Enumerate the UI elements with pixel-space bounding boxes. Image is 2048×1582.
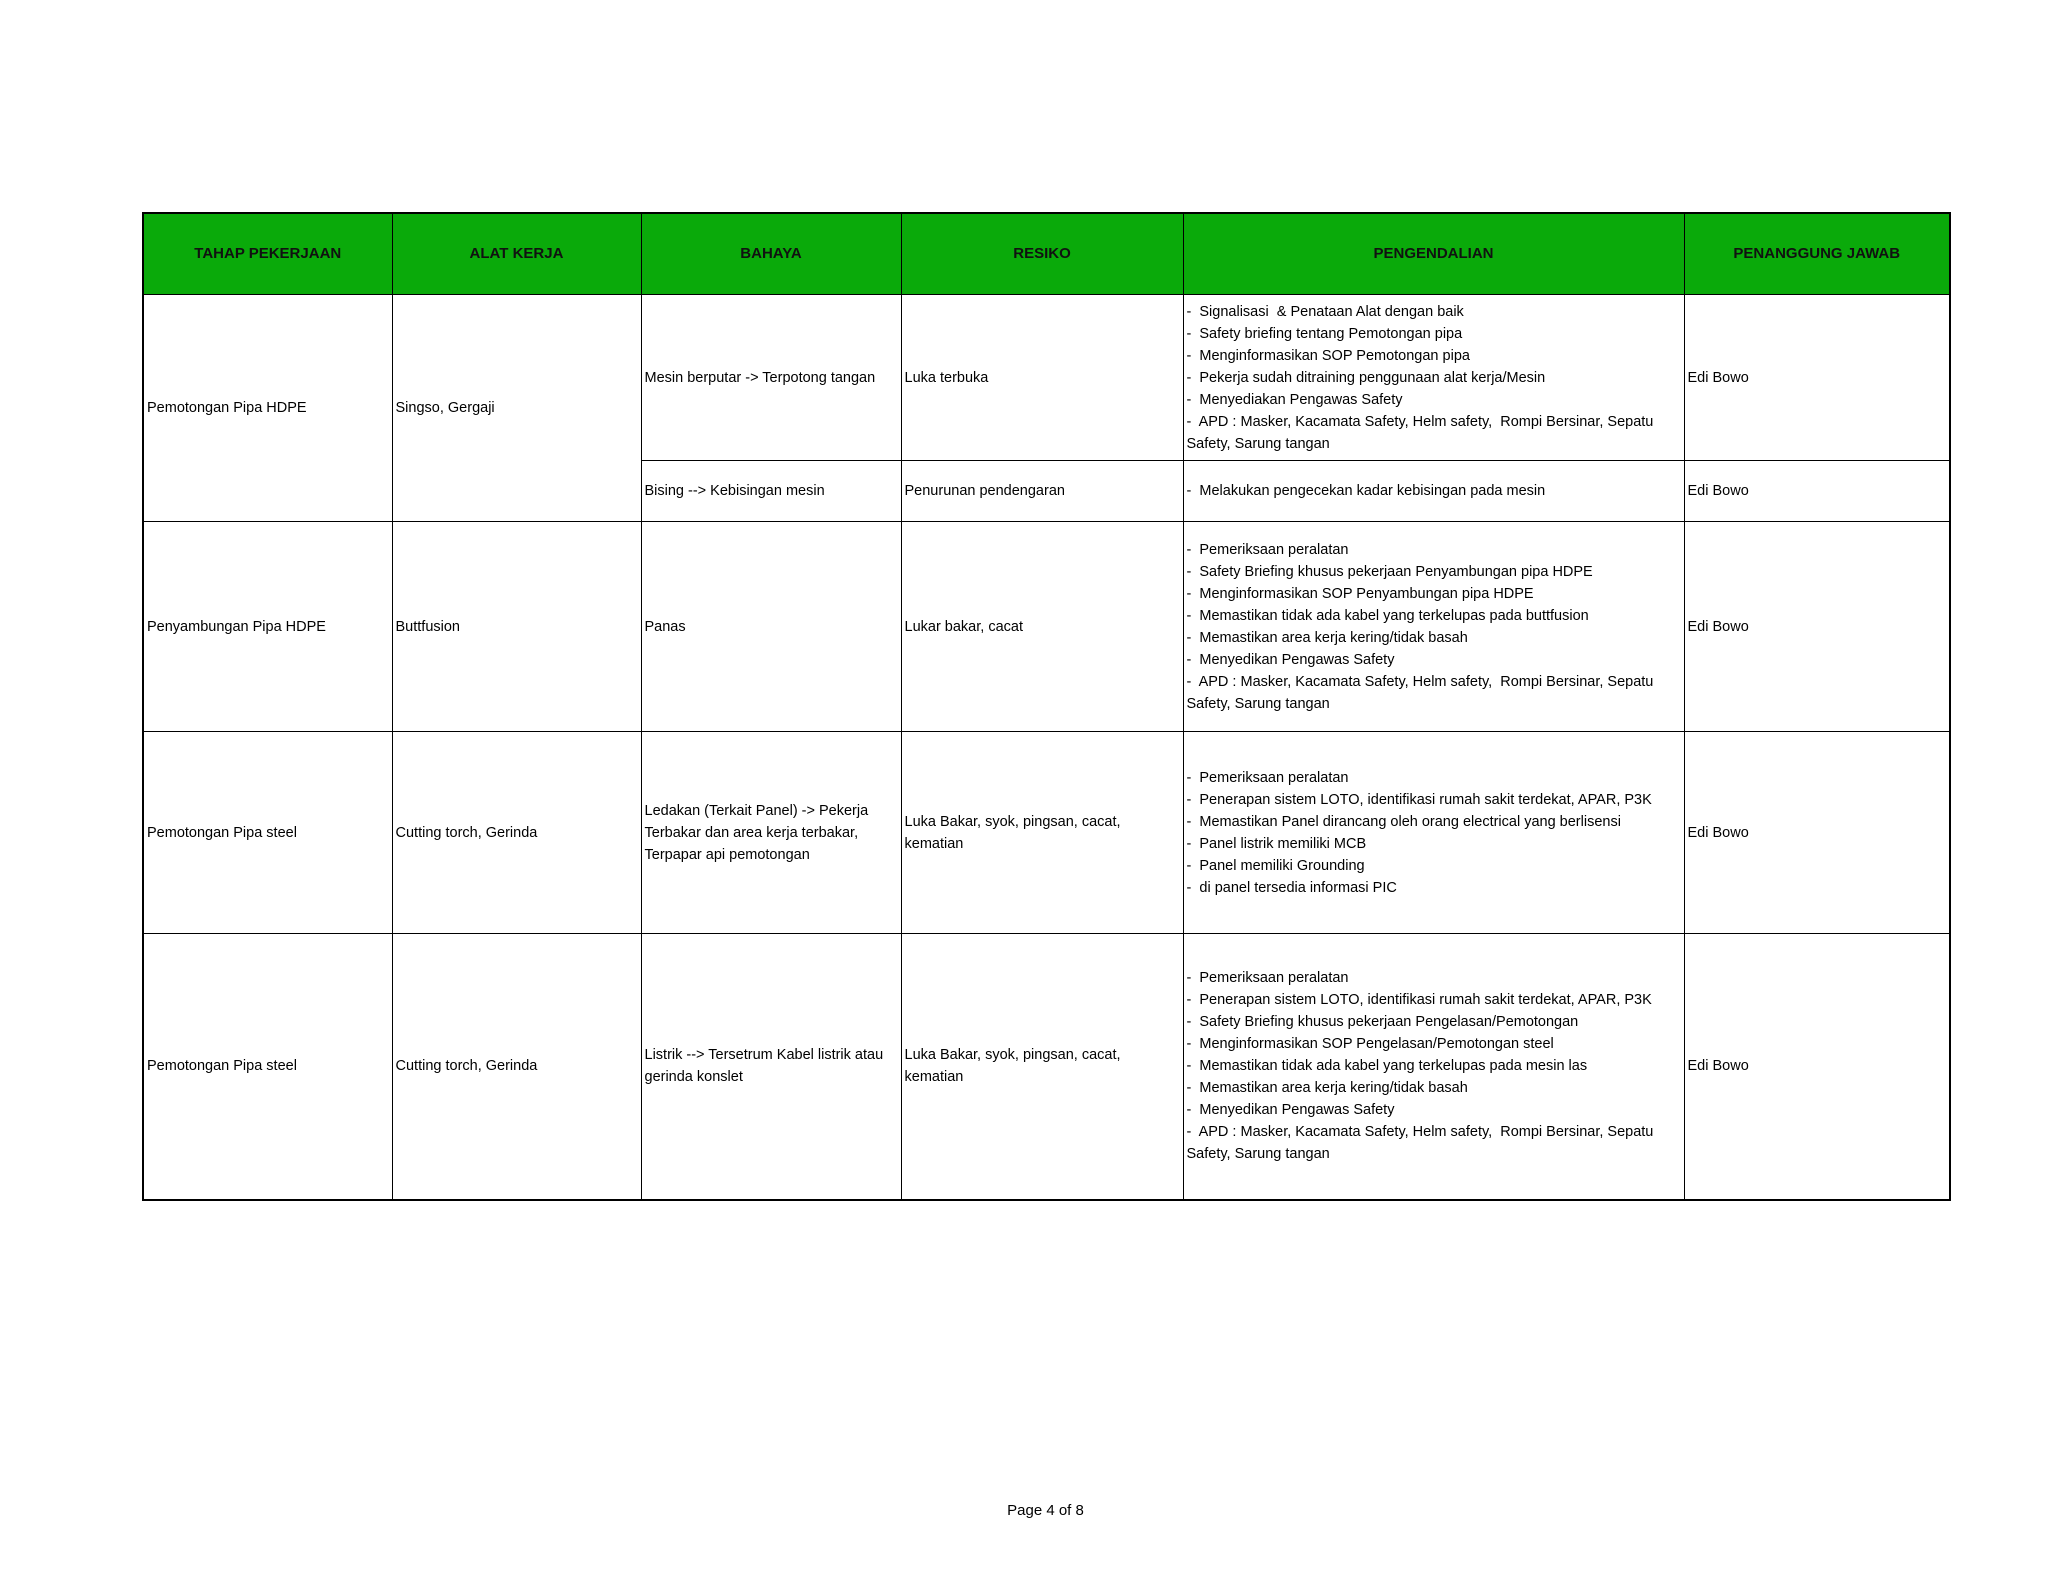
table-row — [143, 295, 1950, 461]
control-list — [1187, 480, 1681, 502]
cell-bahaya: Panas — [641, 522, 901, 732]
control-item: - Pemeriksaan peralatan — [1186, 769, 1349, 786]
table-row — [143, 934, 1950, 1200]
control-item: - Menginformasikan SOP Pengelasan/Pemotongan steel — [1186, 1036, 1554, 1053]
control-list — [1187, 967, 1681, 1165]
control-item: - APD : Masker, Kacamata Safety, Helm safety, Rompi Bersinar, Sepatu Safety, Sarung tangan — [1186, 413, 1658, 452]
control-item: - di panel tersedia informasi PIC — [1186, 879, 1397, 896]
cell-bahaya: Ledakan (Terkait Panel) -> Pekerja Terbakar dan area kerja terbakar, Terpapar api pemotongan — [641, 732, 901, 934]
control-item: - Panel memiliki Grounding — [1186, 857, 1365, 874]
cell-bahaya: Bising --> Kebisingan mesin — [641, 461, 901, 522]
control-item: - Safety Briefing khusus pekerjaan Pengelasan/Pemotongan — [1186, 1014, 1579, 1031]
control-item: - Memastikan tidak ada kabel yang terkelupas pada buttfusion — [1186, 607, 1589, 624]
cell-pengendalian — [1183, 461, 1684, 522]
control-item: - Menyedikan Pengawas Safety — [1186, 651, 1395, 668]
control-item: - Menginformasikan SOP Pemotongan pipa — [1186, 347, 1470, 364]
control-list — [1187, 767, 1681, 899]
control-item: - APD : Masker, Kacamata Safety, Helm safety, Rompi Bersinar, Sepatu Safety, Sarung tangan — [1186, 673, 1658, 712]
control-item: - Pemeriksaan peralatan — [1186, 541, 1349, 558]
cell-tahap: Pemotongan Pipa steel — [143, 934, 392, 1200]
header-tahap-pekerjaan: TAHAP PEKERJAAN — [143, 213, 392, 295]
cell-pengendalian — [1183, 295, 1684, 461]
cell-pengendalian — [1183, 732, 1684, 934]
control-item: - Menyedikan Pengawas Safety — [1186, 1102, 1395, 1119]
cell-alat: Cutting torch, Gerinda — [392, 934, 641, 1200]
cell-alat: Singso, Gergaji — [392, 295, 641, 522]
control-item: - Safety briefing tentang Pemotongan pipa — [1186, 325, 1463, 342]
header-pengendalian: PENGENDALIAN — [1183, 213, 1684, 295]
control-item: - Menyediakan Pengawas Safety — [1186, 391, 1403, 408]
cell-tahap: Penyambungan Pipa HDPE — [143, 522, 392, 732]
control-item: - Memastikan tidak ada kabel yang terkelupas pada mesin las — [1186, 1058, 1588, 1075]
control-item: - APD : Masker, Kacamata Safety, Helm safety, Rompi Bersinar, Sepatu Safety, Sarung tangan — [1186, 1124, 1658, 1163]
table-row — [143, 522, 1950, 732]
control-item: - Melakukan pengecekan kadar kebisingan pada mesin — [1186, 483, 1546, 499]
control-item: - Safety Briefing khusus pekerjaan Penyambungan pipa HDPE — [1186, 563, 1593, 580]
control-item: - Pekerja sudah ditraining penggunaan alat kerja/Mesin — [1186, 369, 1546, 386]
control-list — [1187, 301, 1681, 455]
cell-bahaya: Mesin berputar -> Terpotong tangan — [641, 295, 901, 461]
header-resiko: RESIKO — [901, 213, 1183, 295]
cell-alat: Buttfusion — [392, 522, 641, 732]
control-item: - Penerapan sistem LOTO, identifikasi rumah sakit terdekat, APAR, P3K — [1186, 791, 1652, 808]
cell-pengendalian — [1183, 522, 1684, 732]
cell-alat: Cutting torch, Gerinda — [392, 732, 641, 934]
cell-resiko: Lukar bakar, cacat — [901, 522, 1183, 732]
cell-resiko: Luka Bakar, syok, pingsan, cacat, kematian — [901, 732, 1183, 934]
control-item: - Signalisasi & Penataan Alat dengan baik — [1186, 303, 1464, 320]
cell-penanggung-jawab: Edi Bowo — [1684, 461, 1950, 522]
cell-tahap: Pemotongan Pipa HDPE — [143, 295, 392, 522]
hira-table — [142, 212, 1951, 1201]
control-item: - Menginformasikan SOP Penyambungan pipa HDPE — [1186, 585, 1534, 602]
control-item: - Pemeriksaan peralatan — [1186, 970, 1349, 987]
control-item: - Panel listrik memiliki MCB — [1186, 835, 1367, 852]
cell-penanggung-jawab: Edi Bowo — [1684, 934, 1950, 1200]
control-item: - Memastikan area kerja kering/tidak basah — [1186, 1080, 1468, 1097]
header-alat-kerja: ALAT KERJA — [392, 213, 641, 295]
cell-penanggung-jawab: Edi Bowo — [1684, 295, 1950, 461]
cell-bahaya: Listrik --> Tersetrum Kabel listrik atau gerinda konslet — [641, 934, 901, 1200]
control-item: - Memastikan Panel dirancang oleh orang electrical yang berlisensi — [1186, 813, 1621, 830]
control-list — [1187, 539, 1681, 715]
control-item: - Memastikan area kerja kering/tidak basah — [1186, 629, 1468, 646]
header-bahaya: BAHAYA — [641, 213, 901, 295]
cell-resiko: Penurunan pendengaran — [901, 461, 1183, 522]
page-number: Page 4 of 8 — [1007, 1502, 1084, 1519]
control-item: - Penerapan sistem LOTO, identifikasi rumah sakit terdekat, APAR, P3K — [1186, 992, 1652, 1009]
header-penanggung-jawab: PENANGGUNG JAWAB — [1684, 213, 1950, 295]
table-header-row — [143, 213, 1950, 295]
cell-penanggung-jawab: Edi Bowo — [1684, 732, 1950, 934]
cell-pengendalian — [1183, 934, 1684, 1200]
cell-penanggung-jawab: Edi Bowo — [1684, 522, 1950, 732]
table-row — [143, 732, 1950, 934]
cell-tahap: Pemotongan Pipa steel — [143, 732, 392, 934]
cell-resiko: Luka Bakar, syok, pingsan, cacat, kematian — [901, 934, 1183, 1200]
cell-resiko: Luka terbuka — [901, 295, 1183, 461]
